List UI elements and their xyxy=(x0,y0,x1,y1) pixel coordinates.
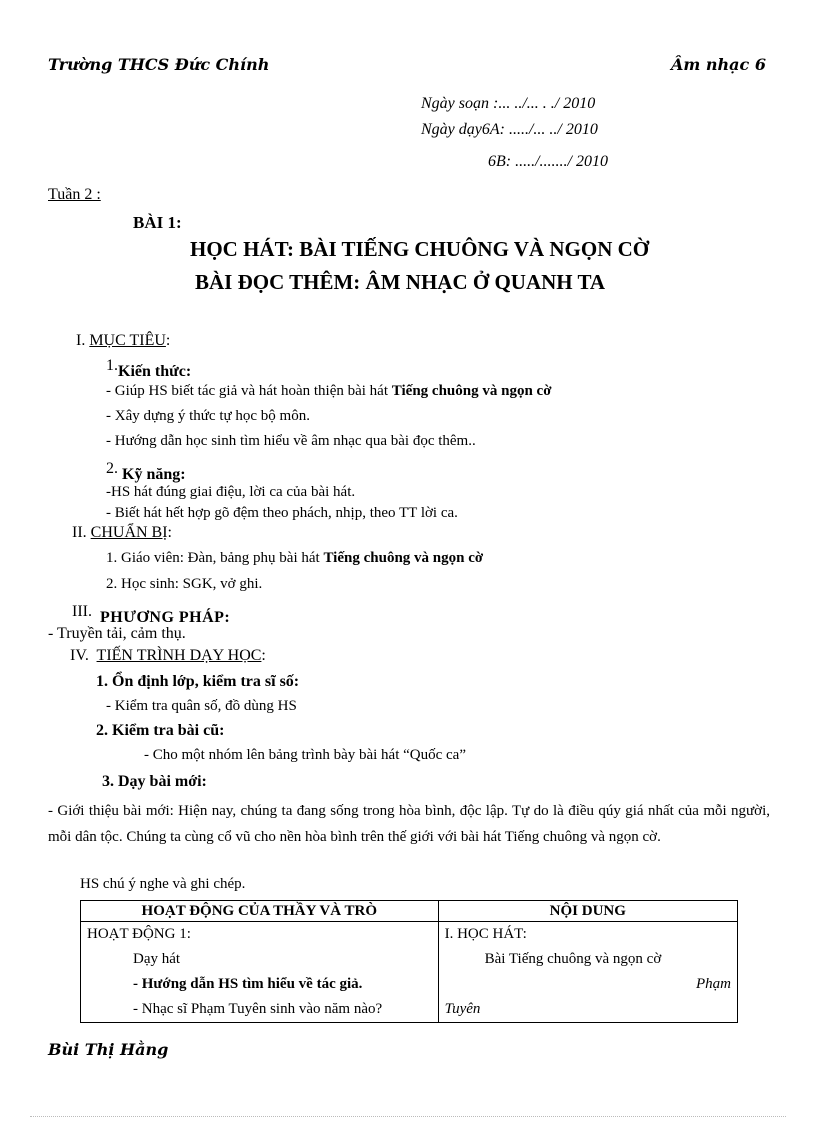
step-1-item: - Kiểm tra quân số, đồ dùng HS xyxy=(106,698,297,714)
lesson-title-2: BÀI ĐỌC THÊM: ÂM NHẠC Ở QUANH TA xyxy=(195,270,606,294)
step-2-item: - Cho một nhóm lên bảng trình bày bài hát “Quốc ca” xyxy=(144,747,466,763)
activity-title: HOẠT ĐỘNG 1: xyxy=(87,926,191,942)
header-school: Trường THCS Đức Chính xyxy=(48,55,270,74)
footer-author: Bùi Thị Hằng xyxy=(48,1040,169,1059)
knowledge-heading: 1.Kiến thức: xyxy=(106,357,192,380)
lesson-number: BÀI 1: xyxy=(133,213,182,232)
knowledge-item-1: - Giúp HS biết tác giả và hát hoàn thiện bài hát Tiếng chuông và ngọn cờ xyxy=(106,383,552,399)
section-1-heading: I. MỤC TIÊU: xyxy=(76,332,171,349)
table-content-cell xyxy=(438,922,737,1023)
section-2-heading: II. CHUẨN BỊ: xyxy=(72,524,172,541)
table-activity-cell xyxy=(81,922,439,1023)
activity-subtitle: Dạy hát xyxy=(133,951,181,967)
content-author-last: Tuyên xyxy=(444,1001,481,1017)
prep-teacher: 1. Giáo viên: Đàn, bảng phụ bài hát Tiếng chuông và ngọn cờ xyxy=(106,550,484,566)
content-song: Bài Tiếng chuông và ngọn cờ xyxy=(484,951,662,967)
section-4-heading: IV. TIẾN TRÌNH DẠY HỌC: xyxy=(70,647,266,664)
knowledge-item-2: - Xây dựng ý thức tự học bộ môn. xyxy=(106,408,310,424)
lesson-title-1: HỌC HÁT: BÀI TIẾNG CHUÔNG VÀ NGỌN CỜ xyxy=(190,237,650,261)
skills-item-2: - Biết hát hết hợp gõ đệm theo phách, nhịp, theo TT lời ca. xyxy=(106,505,458,521)
knowledge-item-3: - Hướng dẫn học sinh tìm hiểu về âm nhạc qua bài đọc thêm.. xyxy=(106,433,476,449)
week-label: Tuần 2 : xyxy=(48,186,101,203)
table-header-activities: HOẠT ĐỘNG CỦA THẦY VÀ TRÒ xyxy=(81,901,439,922)
method-item: - Truyền tải, cảm thụ. xyxy=(48,625,186,642)
section-3-heading: III. PHƯƠNG PHÁP: xyxy=(72,603,231,626)
activity-question: - Nhạc sĩ Phạm Tuyên sinh vào năm nào? xyxy=(133,1001,383,1017)
content-author-first: Phạm xyxy=(696,976,731,992)
date-taught-6b: 6B: ...../......./ 2010 xyxy=(488,153,608,170)
date-prepared: Ngày soạn :... ../... . ./ 2010 xyxy=(421,95,596,112)
table-header-content: NỘI DUNG xyxy=(438,901,737,922)
skills-heading: 2. Kỹ năng: xyxy=(106,460,186,483)
lesson-intro: - Giới thiệu bài mới: Hiện nay, chúng ta đang sống trong hòa bình, độc lập. Tự do là điều qúy giá nhất của mỗi người, mỗi dân tộc. Chúng ta cùng cổ vũ cho nền hòa bình trên thế giới với bài hát Tiếng chuông và ngọn cờ. xyxy=(48,803,770,845)
step-3-heading: 3. Dạy bài mới: xyxy=(102,773,207,790)
activity-table xyxy=(80,900,738,1023)
activity-step-author: - Hướng dẫn HS tìm hiểu về tác giả. xyxy=(133,976,363,992)
prep-student: 2. Học sinh: SGK, vở ghi. xyxy=(106,576,263,592)
skills-item-1: -HS hát đúng giai điệu, lời ca của bài hát. xyxy=(106,484,356,500)
date-taught-6a: Ngày dạy6A: ...../... ../ 2010 xyxy=(421,121,598,138)
page-bottom-divider xyxy=(30,1116,786,1117)
step-2-heading: 2. Kiểm tra bài cũ: xyxy=(96,722,225,739)
header-subject: Âm nhạc 6 xyxy=(671,55,766,74)
content-title: I. HỌC HÁT: xyxy=(444,926,527,942)
student-note: HS chú ý nghe và ghi chép. xyxy=(80,876,246,892)
step-1-heading: 1. Ổn định lớp, kiểm tra sĩ số: xyxy=(96,673,300,690)
